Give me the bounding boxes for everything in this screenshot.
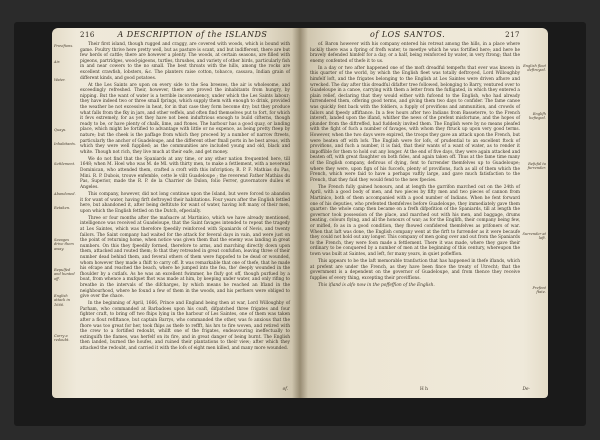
margin-note: Prefent ftate. bbox=[532, 286, 546, 295]
margin-note: Air. bbox=[54, 60, 61, 64]
left-catchword: of. bbox=[282, 387, 288, 392]
left-running-title: A DESCRIPTION of the ISLANDS bbox=[117, 30, 268, 39]
margin-note: Refufal to furrender. bbox=[527, 162, 546, 171]
signature-mark: H h bbox=[420, 387, 428, 392]
left-body-text bbox=[80, 42, 290, 352]
left-page-number: 216 bbox=[80, 31, 95, 39]
margin-note: Repulfed and hunted off. bbox=[54, 268, 75, 281]
margin-note: Surrender at laft. bbox=[522, 232, 546, 241]
margin-note: Water. bbox=[54, 78, 66, 82]
paragraph: At the Les Saints are upon on every side to the Sea breezes, the air is wholesome, and exceedingly refreshed. Their, however, there are proved the inhabitants from hungry, by nipping. But the want of water is a terrible inconveniency, under which the Les Saints labour; they have indeed two or three small fprings, which supply them with enough to drink, provided the weather be not excessive in heat, for in that case they form become dry; but they produce what falls from the fky in jars, and other veffels, and often find themselves put to fort, for which it fevs extremely, for as yet they have not been induftrious enough to build cifterns, though ready to be, or have plenty of chalk, lime, and ftones. The harbour has a good quay, or landing place, which might be fortified to advantage with little or no expence, as being pretty fteep by nature; but the cheek is the paffage from which they proceed by a number of narrow ftreets, particularly the anchor of Guadeloupe, and the different other fmall ports in he best areas, with which they were well fupplied; as the communities are included young and old, black and white. Though not rich, they live much at their eafe, and get money. bbox=[80, 82, 290, 155]
left-page bbox=[52, 28, 300, 398]
margin-note: Savages drive them away. bbox=[54, 238, 74, 251]
margin-note: Carry a redoubt. bbox=[54, 334, 70, 343]
paragraph: We do not find that the Spaniards at any time, or any other nation frequented here, till 1648; when M. Hoel who was M. de Ml. with thirty men, to make a fettlement, with a neverend Dominican, who attended them, crafted a croft with this infcription; R. P. F. Mathias du Pas, Mini. R. P. Dubois, trouve enfemble, cette le vilit Guadeloupe ; the reverend Father Mathias du Pas, Superior, made the R. P. de la Charrier de Dulon, folio Ferrer, guvernatore duileu et Angeles. bbox=[80, 156, 290, 190]
right-body-text bbox=[310, 42, 520, 289]
right-running-title: of LOS SANTOS. bbox=[370, 30, 446, 39]
margin-note: English fleet deftroyed. bbox=[523, 64, 546, 73]
margin-note: Inhabitants. bbox=[54, 142, 76, 146]
right-running-head bbox=[310, 30, 520, 39]
paragraph: In the beginning of April, 1666, Prince and England being then at war, Lord Willoughby of Parham, who commanded at Barbadoes upon his coaft, difpatched three frigates and four fighter craft, to bring off two fhips lying in the harbour of Les Saintes, one of them was taken after a flout refiftance, but captain Barrys, who commanded the other, was fo anxious that the fhore was too great for her, took fhips as thefe to reffft, his hrs to fire woven, and retired with the crew to a fortified redoubt, whilft one of the frigates, endeavouring ineffectually to extinguifh the flames, was herfelf on its fire, and in great danger of being burnt. The English then landed, burned the houfes, and ruined their plantations to their view; after which they attacked the redoubt, and carried it with the lofs of eight men killed, and many more wounded. bbox=[80, 301, 290, 351]
margin-note: English attack in 1666. bbox=[54, 294, 70, 307]
right-page-number: 217 bbox=[505, 31, 520, 39]
paragraph: This company, however, did not long continue upon the Island, but were forced to abandon it for want of water, having firft deftroyed their habitations. Four years after the English fettled here, but abandoned it, after being deftitute for want of water, having loft many of their men, upon which the English fettled on the Dutch, efpecially. bbox=[80, 191, 290, 214]
paragraph: This ifland is alfo now in the poffeffion of the English. bbox=[318, 282, 435, 288]
paragraph: Three or four months after the mafsacre at Martinico, which we have already mentioned, intelligence was received at Guadeloupe, that the Saint favages intended to repeat the tragedy at Les Saintes, which was therefore fpeedily reinforced with Spaniards of Nevis, and twenty failors. The Saint company had waited for the attack for feveral days in vain, and were just on the point of returning home, when notice was given them that the enemy was landing in great numbers. On this they fpeedily formed, therefore to arms, and marching directly down upon them, attacked and routed them; fo that they retreated in great confufion, leaving three of their number dead behind them, and feveral others of them were fuppofed to be dead or wounded, whom however they made a fhift to carry off. It was remarkable that one of thefe, that he made his efcape and reached the beach, where he jumped into the fea, the' deeply wounded in the fhoulder by a cutlafs. As he was an excellent fwimmer, he flufy got off, though purfued by a boat, from whence a mufquet fhot was made at him, by keeping under water, and only rifing to breathe in the intervals of the difcharges, by which means he reached an Ifland in the neighbourhood, where he found a few of them in the woods, and his perfuers were obliged to give over the chace. bbox=[80, 215, 290, 300]
paragraph: In a day or two after happened one of the moft dreadful tempefts that ever was known in this quarter of the world, by which the English fleet was totally deftroyed, Lord Willoughby himfelf loft, and the frigates belonging to the English at Les Saintes were driven afhore and wrecked. The day after this dreadful difafter tree followed, belonging to Barry, ventured over to Guadeloupe in a canoe, carrying with them a letter from the fufligated, in which they entered a plain relief, declaring that they would either with fufcend to the English, who had already furrendered them, offering good terms, and giving them two days to confider. The fame canoe was quickly fent back with the foldiers, a fupply of provifions and ammunition, and crowds of failors and fpeedy affiftance. In a few hours after two Indians from Basseterre, to the French intereft, landed upon the ifland, whither the news of the prefent misfortune, and the hopes of plunder from the diftreffed, had fuddenly invited them. The English were by no means pleafed with the fight of fuch a number of favages, with whom they ftruck up upon very good terms. However, when the two days were expired, the troops they gave an attack upon the French, but were beaten off with lofs. The English were for lofs, of prudential to an excellent ftock of provifions, and fuch a number, it is faid, that their wants of a want of water, as to render it impoffible for them to hold out any longer. At the end of five days, they were again attacked and beaten off, with great flaughter on both fides, and again taken off. Thus at the fame time many of the English company, defirous of dying, fent to furrender themfelves up to Guadeloupe; where they were, upon fign of his fuccefs, plenty of provifions, fuch as all of them which the French, which were faid to have a perhaps vaftly large, and gave much fatisfaction to the French, that they faid they would fend to the new fpecies. bbox=[310, 65, 520, 183]
paragraph: Their first island, though rugged and craggy, are covered with woods, which is bound with game. Poultry thrive here pretty well, but as pasture is scant, and but indifferent, there are but few herds of cattle; there are however a plenty. The woods, at certain seasons, are filled with pigeons, partridges, wood-pigeons, turtles, thrushes, and variety of other birds, particularly fish in and near cowers to the no small. The best throats with the hills, among the rocks are excellent crawfish, lobsters, &c. The planters raise cotton, tobacco, cassava, Indian grain of different kinds, and good potatoes. bbox=[80, 42, 290, 81]
margin-note: Provifions. bbox=[54, 44, 74, 48]
margin-note: Settlement. bbox=[54, 162, 76, 166]
paragraph: of. Baron however with his company entered his retreat among the hills, in a place where luckily there was a fpring of frefh water, to meetlye which he was fortified here; and here he bravely defended himfelf for a day, or a half, being reinforced by water, in very ftrong; that the enemy confented of thefe it to us. bbox=[310, 42, 520, 64]
right-page bbox=[300, 28, 548, 398]
margin-note: Abandoned. bbox=[54, 192, 76, 196]
margin-note: Retaken. bbox=[54, 206, 71, 210]
margin-note: Englifh befieged. bbox=[529, 112, 546, 121]
margin-note: Quays. bbox=[54, 128, 67, 132]
left-running-head bbox=[80, 30, 290, 39]
book-gutter bbox=[292, 28, 308, 398]
paragraph: The French fully gained honours, and at length the garrifon marched out on the 24th of April, with a good body of men, and two pieces by fifty men and two pieces of cannon from Martinico, both of them accompanied with a good number of Indians. When he fent forward one of his deputies, who prefented themfelves before Guadeloupe, they immediately gave them quarter: the whole camp then became on a frefh difpofition of the Spaniards, till at length the governor took possession of the place, and marched out with his men, and baggage, drums beating, colours flying, and all the honours of war; as for the Englifh, their company being few, or mifled, fo as in a good condition, they fhowed confidered themfelves as prifoners of war. When that laft was done, the English company went at the firft to furrender as it were becaufe they could not hold out any longer. This company of men going over and out from the Spaniards to the French, they were foon made a fettlement. There it was made, where they gave their ordinary to be conquered by a number of men at the beginning of this century, whereupon the town was built at Saintes, and left, for many years, in quiet pofleffion. bbox=[310, 184, 520, 257]
right-catchword: De- bbox=[522, 387, 530, 392]
paragraph: This appears to be the laft memorable tranfaction that has happened in thefe iflands, which at prefent are under the French, as they have been fince the treaty of Utrecht; that the government is a dependent on the governor of Guadeloupe, and from thence they receive fupplies of every thing, excepting their proviffions. bbox=[310, 259, 520, 281]
